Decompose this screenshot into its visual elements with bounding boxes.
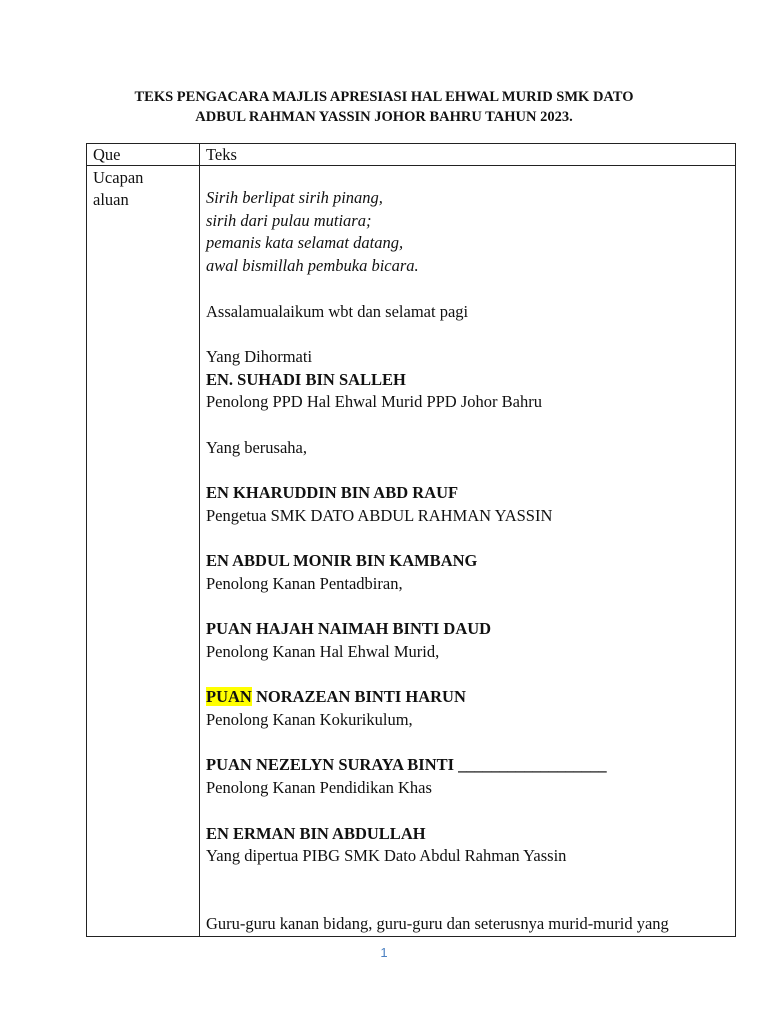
greeting: Assalamualaikum wbt dan selamat pagi [206, 301, 469, 321]
guest-title-7: Yang dipertua PIBG SMK Dato Abdul Rahman Yassin [206, 846, 567, 866]
title-line-2: ADBUL RAHMAN YASSIN JOHOR BAHRU TAHUN 2023. [195, 109, 573, 125]
honored-intro: Yang Dihormati [206, 346, 313, 366]
berusaha-intro: Yang berusaha, [206, 437, 307, 457]
guest-title-3: Penolong Kanan Pentadbiran, [206, 573, 403, 593]
closing-line: Guru-guru kanan bidang, guru-guru dan seterusnya murid-murid yang [206, 914, 669, 934]
teks-cell [200, 166, 736, 937]
table-header-row [87, 144, 736, 166]
table-row [87, 166, 736, 937]
header-teks: Teks [200, 144, 736, 166]
page-number: 1 [380, 945, 388, 960]
pantun-line-4: awal bismillah pembuka bicara. [206, 256, 419, 276]
title-line-1: TEKS PENGACARA MAJLIS APRESIASI HAL EHWAL MURID SMK DATO [134, 89, 634, 105]
guest-name-3: EN ABDUL MONIR BIN KAMBANG [206, 551, 478, 571]
que-line-2: aluan [93, 190, 129, 209]
guest-name-5-rest: NORAZEAN BINTI HARUN [251, 687, 466, 707]
que-line-1: Ucapan [93, 168, 144, 187]
guest-name-1: EN. SUHADI BIN SALLEH [206, 369, 406, 389]
guest-title-1: Penolong PPD Hal Ehwal Murid PPD Johor Bahru [206, 392, 542, 412]
pantun-line-1: Sirih berlipat sirih pinang, [206, 188, 383, 207]
guest-title-4: Penolong Kanan Hal Ehwal Murid, [206, 641, 440, 661]
pantun-line-2: sirih dari pulau mutiara; [206, 210, 372, 230]
highlighted-text: PUAN [206, 687, 252, 707]
document-title [0, 87, 768, 127]
header-que: Que [87, 144, 200, 166]
guest-title-5: Penolong Kanan Kokurikulum, [206, 710, 413, 730]
guest-name-7: EN ERMAN BIN ABDULLAH [206, 823, 426, 843]
que-cell [87, 166, 200, 937]
script-table [86, 143, 736, 937]
guest-title-2: Pengetua SMK DATO ABDUL RAHMAN YASSIN [206, 505, 553, 525]
guest-name-4: PUAN HAJAH NAIMAH BINTI DAUD [206, 619, 492, 639]
guest-name-6: PUAN NEZELYN SURAYA BINTI __________________ [206, 755, 607, 775]
pantun-line-3: pemanis kata selamat datang, [206, 233, 404, 253]
guest-name-5 [206, 686, 735, 709]
guest-name-2: EN KHARUDDIN BIN ABD RAUF [206, 483, 459, 503]
guest-title-6: Penolong Kanan Pendidikan Khas [206, 778, 432, 798]
